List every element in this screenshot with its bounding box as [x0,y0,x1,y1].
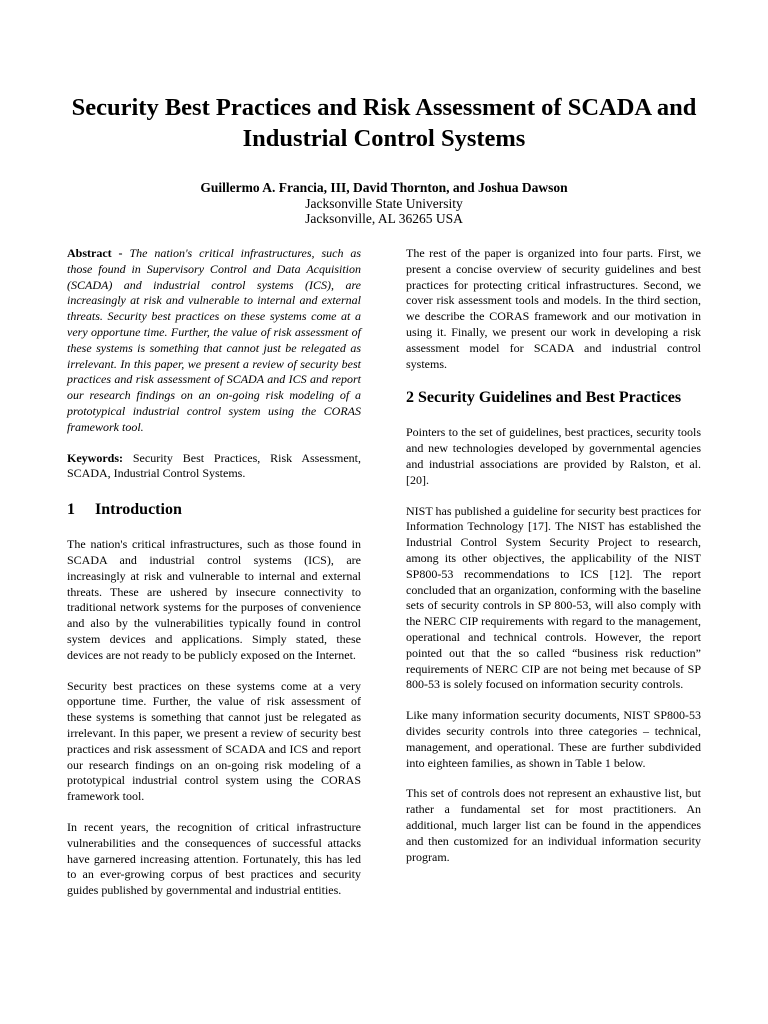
keywords [67,451,361,483]
right-column [406,246,701,865]
section-heading-guidelines [406,387,701,408]
paper-title: Security Best Practices and Risk Assessment of SCADA and Industrial Control Systems [71,94,697,152]
author-names: Guillermo A. Francia, III, David Thornton, and Joshua Dawson [200,180,568,195]
author-address: Jacksonville, AL 36265 USA [305,211,463,226]
body-paragraph: The rest of the paper is organized into four parts. First, we present a concise overview of security guidelines and best practices for protecting critical infrastructures. Second, we cover risk assessment tools and models. In the third section, we describe the CORAS framework and our motivation in using it. Finally, we present our work in developing a risk assessment model for SCADA and industrial control systems. [406,246,701,371]
body-paragraph: The nation's critical infrastructures, such as those found in SCADA and industrial control systems (ICS), are increasingly at risk and vulnerable to internal and external threats. These are ushered by insecure connectivity to traditional network systems for the purposes of convenience and also by the vulnerabilities typically found in control system devices and applications. Simply stated, these devices are not ready to be publicly exposed on the Internet. [67,537,361,662]
body-paragraph: Security best practices on these systems come at a very opportune time. Further, the value of risk assessment of these systems is something that cannot just be relegated as irrelevant. In this paper, we present a review of security best practices and risk assessment of SCADA and ICS and report our research findings on an on-going risk modeling of a prototypical industrial control system using the CORAS framework tool. [67,678,361,804]
author-block [40,180,728,227]
body-paragraph: Pointers to the set of guidelines, best practices, security tools and new technologies developed by governmental agencies and industrial associations are provided by Ralston, et al. [20]. [406,425,701,487]
left-column [67,246,361,899]
abstract-label: Abstract - [67,246,123,260]
keywords-label: Keywords: [67,450,123,465]
section-number: 2 [406,389,414,407]
body-paragraph: Like many information security documents, NIST SP800-53 divides security controls into three categories – technical, management, and operational. These are further subdivided into eighteen families, as shown in Table 1 below. [406,708,701,770]
abstract [67,246,361,436]
abstract-text: The nation's critical infrastructures, such as those found in Supervisory Control and Data Acquisition (SCADA) and industrial control systems (ICS), are increasingly at risk and vulnerable to internal and external threats. Security best practices on these systems come at a very opportune time. Further, the value of risk assessment of these systems is something that cannot just be relegated as irrelevant. In this paper, we present a review of security best practices and risk assessment of SCADA and ICS and report our research findings on an on-going risk modeling of a prototypical industrial control system using the CORAS framework tool. [67,246,362,434]
body-paragraph: NIST has published a guideline for security best practices for Information Technology [17]. The NIST has established the Industrial Control System Security Project to research, among its other objectives, the applicability of the NIST SP800-53 recommendations to ICS [12]. The report concluded that an organization, conforming with the baseline sets of security controls in SP 800-53, will also comply with the NERC CIP requirements with regard to the management, operational and technical controls. However, the report pointed out that the so called “business risk reduction” requirements of NERC CIP are not being met because of SP 800-53 is solely focused on information security controls. [406,503,701,692]
body-paragraph: In recent years, the recognition of critical infrastructure vulnerabilities and the consequences of successful attacks have garnered increasing attention. Fortunately, this has led to an ever-growing corpus of best practices and security guides published by governmental and industrial entities. [67,819,361,898]
keywords-text: Security Best Practices, Risk Assessment, SCADA, Industrial Control Systems. [67,450,361,481]
author-affiliation: Jacksonville State University [305,195,463,211]
section-title: Security Guidelines and Best Practices [418,389,682,407]
section-number: 1 [67,501,75,519]
body-paragraph: This set of controls does not represent an exhaustive list, but rather a fundamental set for most practitioners. An additional, much larger list can be found in the appendices and then customized for an individual information security program. [406,786,701,864]
section-title: Introduction [95,501,182,519]
section-heading-introduction [67,499,361,520]
